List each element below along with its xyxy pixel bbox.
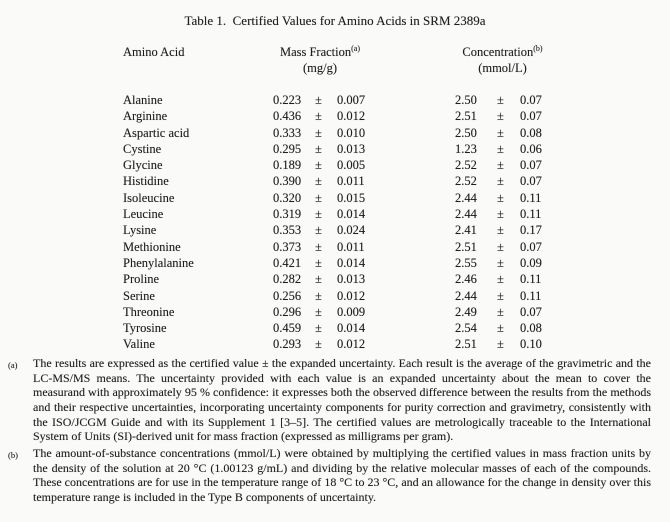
concentration-value: 2.46 — [455, 272, 477, 287]
concentration-value: 2.52 — [455, 158, 477, 173]
table-row — [123, 239, 550, 255]
concentration-value: 2.44 — [455, 207, 477, 222]
footnote-a-text: The results are expressed as the certified value ± the expanded uncertainty. Each result is the average of the gravimetric and the LC-MS/MS means. The uncertainty provided with each value is an expanded uncertainty about the mean to cover the measurand with approximately 95 % confidence: it expresses both the observed difference between the results from the methods and their respective uncertainties, incorporating uncertainty components for purity correction and gravimetry, consistently with the ISO/JCGM Guide and with its Supplement 1 [3–5]. The certified values are metrologically traceable to the International System of Units (SI)-derived unit for mass fraction (expressed as milligrams per gram). — [33, 356, 651, 444]
plus-minus: ± — [315, 93, 322, 107]
amino-acid-name: Phenylalanine — [123, 255, 194, 270]
concentration-value: 2.51 — [455, 337, 477, 352]
plus-minus: ± — [497, 272, 504, 287]
table-row — [123, 92, 550, 108]
concentration-uncertainty: 0.08 — [520, 321, 542, 336]
mass-fraction-value: 0.295 — [273, 141, 302, 156]
concentration-uncertainty: 0.17 — [520, 223, 542, 238]
mass-fraction-value: 0.373 — [273, 239, 302, 254]
table-row — [123, 320, 550, 336]
column-header-amino-acid: Amino Acid — [123, 45, 185, 59]
concentration-value: 2.50 — [455, 93, 477, 107]
plus-minus: ± — [315, 141, 322, 156]
plus-minus: ± — [315, 125, 322, 140]
mass-fraction-uncertainty: 0.024 — [337, 223, 366, 238]
concentration-value: 2.54 — [455, 321, 477, 336]
concentration-uncertainty: 0.07 — [520, 239, 542, 254]
amino-acid-name: Proline — [123, 272, 160, 287]
mass-fraction-value: 0.353 — [273, 223, 302, 238]
plus-minus: ± — [497, 304, 504, 319]
plus-minus: ± — [497, 174, 504, 189]
footnote-ref-b: (b) — [533, 43, 543, 53]
column-header-mass-fraction-label: Mass Fraction — [279, 45, 352, 59]
mass-fraction-uncertainty: 0.012 — [337, 288, 366, 303]
mass-fraction-value: 0.256 — [273, 288, 302, 303]
mass-fraction-value: 0.293 — [273, 337, 302, 352]
plus-minus: ± — [315, 158, 322, 173]
amino-acid-name: Aspartic acid — [123, 125, 190, 140]
concentration-uncertainty: 0.06 — [520, 141, 542, 156]
mass-fraction-uncertainty: 0.015 — [337, 190, 366, 205]
plus-minus: ± — [315, 174, 322, 189]
table-row — [123, 125, 550, 141]
table-row — [123, 173, 550, 189]
footnote-b-marker: (b) — [8, 449, 18, 460]
mass-fraction-uncertainty: 0.012 — [337, 109, 366, 124]
amino-acid-name: Lysine — [123, 223, 157, 238]
amino-acid-name: Serine — [123, 288, 155, 303]
table-row — [123, 255, 550, 271]
amino-acid-name: Leucine — [123, 207, 164, 222]
table-row — [123, 190, 550, 206]
concentration-uncertainty: 0.07 — [520, 304, 542, 319]
concentration-uncertainty: 0.09 — [520, 255, 542, 270]
mass-fraction-value: 0.421 — [273, 255, 302, 270]
concentration-uncertainty: 0.11 — [520, 288, 542, 303]
plus-minus: ± — [315, 288, 322, 303]
mass-fraction-uncertainty: 0.012 — [337, 337, 366, 352]
plus-minus: ± — [497, 239, 504, 254]
table-row — [123, 206, 550, 222]
plus-minus: ± — [497, 223, 504, 238]
table-row — [123, 336, 550, 352]
header-body-gap — [123, 76, 550, 92]
table-row — [123, 271, 550, 287]
mass-fraction-uncertainty: 0.013 — [337, 272, 366, 287]
header-gap — [367, 44, 455, 60]
concentration-value: 2.55 — [455, 255, 477, 270]
concentration-uncertainty: 0.11 — [520, 207, 542, 222]
concentration-uncertainty: 0.07 — [520, 93, 542, 107]
plus-minus: ± — [315, 207, 322, 222]
concentration-uncertainty: 0.11 — [520, 190, 542, 205]
mass-fraction-uncertainty: 0.007 — [337, 93, 366, 107]
mass-fraction-uncertainty: 0.009 — [337, 304, 366, 319]
plus-minus: ± — [315, 255, 322, 270]
amino-acid-name: Isoleucine — [123, 190, 175, 205]
concentration-value: 2.44 — [455, 288, 477, 303]
amino-acid-name: Cystine — [123, 141, 162, 156]
amino-acid-name: Glycine — [123, 158, 163, 173]
amino-acid-name: Valine — [123, 337, 155, 352]
mass-fraction-uncertainty: 0.014 — [337, 321, 366, 336]
plus-minus: ± — [497, 288, 504, 303]
concentration-value: 2.52 — [455, 174, 477, 189]
mass-fraction-value: 0.436 — [273, 109, 302, 124]
amino-acid-name: Alanine — [123, 93, 163, 107]
mass-fraction-value: 0.296 — [273, 304, 302, 319]
concentration-uncertainty: 0.07 — [520, 158, 542, 173]
footnotes-section — [8, 356, 651, 507]
mass-fraction-value: 0.333 — [273, 125, 302, 140]
column-unit-concentration: (mmol/L) — [478, 61, 527, 75]
concentration-uncertainty: 0.10 — [520, 337, 542, 352]
mass-fraction-uncertainty: 0.011 — [337, 174, 365, 189]
concentration-value: 2.49 — [455, 304, 477, 319]
plus-minus: ± — [497, 109, 504, 124]
plus-minus: ± — [315, 321, 322, 336]
concentration-value: 2.41 — [455, 223, 477, 238]
column-header-concentration — [455, 44, 550, 60]
plus-minus: ± — [497, 337, 504, 352]
concentration-uncertainty: 0.07 — [520, 174, 542, 189]
table-row — [123, 141, 550, 157]
mass-fraction-uncertainty: 0.014 — [337, 255, 366, 270]
concentration-value: 2.51 — [455, 109, 477, 124]
concentration-uncertainty: 0.11 — [520, 272, 542, 287]
amino-acid-name: Arginine — [123, 109, 168, 124]
table-row — [123, 222, 550, 238]
concentration-value: 2.50 — [455, 125, 477, 140]
plus-minus: ± — [315, 190, 322, 205]
amino-acid-name: Histidine — [123, 174, 169, 189]
column-header-concentration-label: Concentration — [462, 45, 534, 59]
column-header-mass-fraction — [273, 44, 367, 60]
plus-minus: ± — [497, 125, 504, 140]
concentration-value: 2.51 — [455, 239, 477, 254]
table-title: Table 1. Certified Values for Amino Acids in SRM 2389a — [184, 13, 486, 28]
plus-minus: ± — [497, 93, 504, 107]
plus-minus: ± — [497, 321, 504, 336]
mass-fraction-uncertainty: 0.013 — [337, 141, 366, 156]
plus-minus: ± — [315, 337, 322, 352]
plus-minus: ± — [315, 239, 322, 254]
certified-values-table — [123, 44, 550, 353]
concentration-uncertainty: 0.07 — [520, 109, 542, 124]
mass-fraction-value: 0.189 — [273, 158, 302, 173]
mass-fraction-uncertainty: 0.014 — [337, 207, 366, 222]
mass-fraction-value: 0.282 — [273, 272, 302, 287]
footnote-b-text: The amount-of-substance concentrations (mmol/L) were obtained by multiplying the certified values in mass fraction units by the density of the solution at 20 °C (1.00123 g/mL) and dividing by the relative molecular masses of each of the compounds. These concentrations are for use in the temperature range of 18 °C to 23 °C, and an allowance for the change in density over this temperature range is included in the Type B components of uncertainty. — [33, 445, 651, 504]
table-row — [123, 157, 550, 173]
mass-fraction-value: 0.459 — [273, 321, 302, 336]
concentration-value: 2.44 — [455, 190, 477, 205]
mass-fraction-value: 0.319 — [273, 207, 302, 222]
amino-acid-name: Tyrosine — [123, 321, 167, 336]
table-row — [123, 288, 550, 304]
table-unit-row — [123, 60, 550, 76]
amino-acid-name: Methionine — [123, 239, 181, 254]
mass-fraction-uncertainty: 0.011 — [337, 239, 365, 254]
plus-minus: ± — [315, 304, 322, 319]
mass-fraction-value: 0.223 — [273, 93, 302, 107]
plus-minus: ± — [497, 158, 504, 173]
column-unit-mass-fraction: (mg/g) — [302, 61, 338, 75]
plus-minus: ± — [497, 207, 504, 222]
table-row — [123, 108, 550, 124]
amino-acid-name: Threonine — [123, 304, 175, 319]
plus-minus: ± — [315, 272, 322, 287]
concentration-uncertainty: 0.08 — [520, 125, 542, 140]
table-row — [123, 304, 550, 320]
plus-minus: ± — [497, 190, 504, 205]
plus-minus: ± — [497, 255, 504, 270]
mass-fraction-uncertainty: 0.005 — [337, 158, 366, 173]
footnote-a — [8, 356, 651, 444]
table-header-row — [123, 44, 550, 60]
footnote-a-marker: (a) — [8, 360, 18, 370]
mass-fraction-uncertainty: 0.010 — [337, 125, 366, 140]
footnote-b — [8, 446, 651, 505]
plus-minus: ± — [497, 141, 504, 156]
concentration-value: 1.23 — [455, 141, 477, 156]
plus-minus: ± — [315, 109, 322, 124]
mass-fraction-value: 0.390 — [273, 174, 302, 189]
mass-fraction-value: 0.320 — [273, 190, 302, 205]
plus-minus: ± — [315, 223, 322, 238]
footnote-ref-a: (a) — [351, 43, 361, 53]
